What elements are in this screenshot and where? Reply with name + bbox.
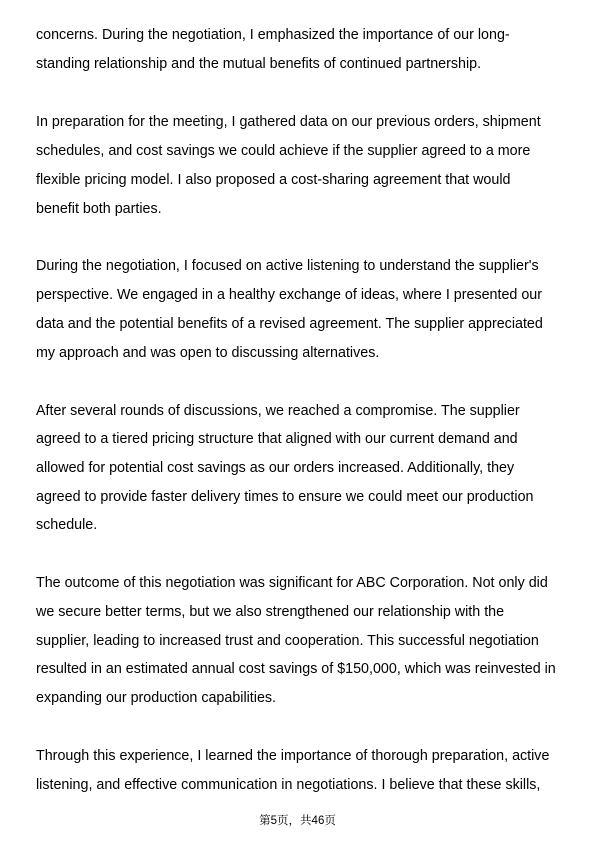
body-text-line: listening, and effective communication in negotiations. I believe that these skills, [36,777,541,793]
body-text-line: perspective. We engaged in a healthy exchange of ideas, where I presented our [36,287,543,303]
body-text-line: resulted in an estimated annual cost savings of $150,000, which was reinvested in [36,661,556,677]
body-text-line: The outcome of this negotiation was significant for ABC Corporation. Not only did [36,575,548,591]
body-text-line: agreed to a tiered pricing structure that aligned with our current demand and [36,431,518,447]
body-text-line: In preparation for the meeting, I gathered data on our previous orders, shipment [36,114,541,130]
body-text-line: we secure better terms, but we also strengthened our relationship with the [36,604,505,620]
body-text-line: During the negotiation, I focused on active listening to understand the supplier's [36,258,539,274]
body-text-line: benefit both parties. [36,201,162,217]
body-text-line: my approach and was open to discussing alternatives. [36,345,380,361]
body-text-line: schedule. [36,517,98,533]
body-text-line: schedules, and cost savings we could achieve if the supplier agreed to a more [36,143,531,159]
body-text-line: expanding our production capabilities. [36,690,277,706]
body-text-line: data and the potential benefits of a revised agreement. The supplier appreciated [36,316,543,332]
body-text-line: agreed to provide faster delivery times to ensure we could meet our production [36,489,534,505]
body-text-line: concerns. During the negotiation, I emphasized the importance of our long- [36,27,510,43]
page-number-footer: 第5页，共46页 [259,815,336,827]
body-text-line: supplier, leading to increased trust and cooperation. This successful negotiation [36,633,539,649]
body-text-line: Through this experience, I learned the importance of thorough preparation, active [36,748,550,764]
body-text-line: flexible pricing model. I also proposed a cost-sharing agreement that would [36,172,511,188]
body-text-line: After several rounds of discussions, we reached a compromise. The supplier [36,403,520,419]
body-text-line: allowed for potential cost savings as our orders increased. Additionally, they [36,460,515,476]
body-text-line: standing relationship and the mutual benefits of continued partnership. [36,56,482,72]
